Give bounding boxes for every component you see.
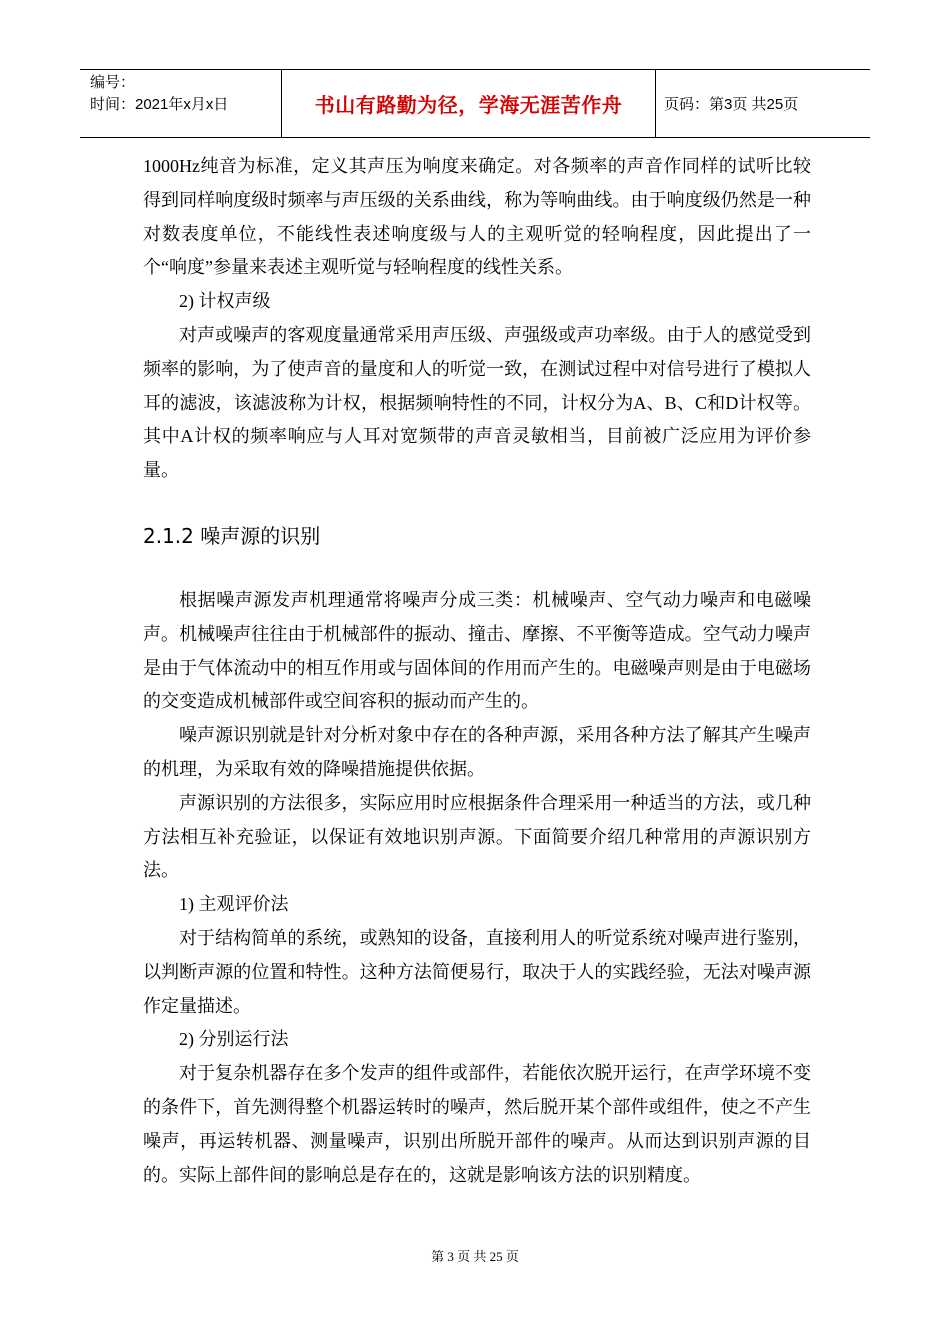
time-label: 时间：2021年x月x日 bbox=[90, 96, 229, 113]
header-page-info: 页码：第3页 共25页 bbox=[664, 96, 799, 113]
document-body bbox=[143, 150, 811, 1192]
subheading: 2) 分别运行法 bbox=[179, 1029, 289, 1050]
subheading: 2) 计权声级 bbox=[179, 291, 271, 312]
paragraph: 噪声源识别就是针对分析对象中存在的各种声源，采用各种方法了解其产生噪声的机理，为采取有效的降噪措施提供依据。 bbox=[143, 725, 811, 779]
paragraph: 对声或噪声的客观度量通常采用声压级、声强级或声功率级。由于人的感觉受到频率的影响，为了使声音的量度和人的听觉一致，在测试过程中对信号进行了模拟人耳的滤波，该滤波称为计权，根据频响特性的不同，计权分为A、B、C和D计权等。其中A计权的频率响应与人耳对宽频带的声音灵敏相当，目前被广泛应用为评价参量。 bbox=[143, 324, 811, 481]
paragraph: 声源识别的方法很多，实际应用时应根据条件合理采用一种适当的方法，或几种方法相互补充验证，以保证有效地识别声源。下面简要介绍几种常用的声源识别方法。 bbox=[143, 792, 811, 881]
paragraph: 对于结构简单的系统，或熟知的设备，直接利用人的听觉系统对噪声进行鉴别，以判断声源的位置和特性。这种方法简便易行，取决于人的实践经验，无法对噪声源作定量描述。 bbox=[143, 927, 811, 1016]
paragraph: 对于复杂机器存在多个发声的组件或部件，若能依次脱开运行，在声学环境不变的条件下，首先测得整个机器运转时的噪声，然后脱开某个部件或组件，使之不产生噪声，再运转机器、测量噪声，识别出所脱开部件的噪声。从而达到识别声源的目的。实际上部件间的影响总是存在的，这就是影响该方法的识别精度。 bbox=[143, 1063, 811, 1185]
paragraph: 1000Hz纯音为标准，定义其声压为响度来确定。对各频率的声音作同样的试听比较得到同样响度级时频率与声压级的关系曲线，称为等响曲线。由于响度级仍然是一种对数表度单位，不能线性表述响度级与人的主观听觉的轻响程度，因此提出了一个“响度”参量来表述主观听觉与轻响程度的线性关系。 bbox=[143, 156, 811, 278]
page-header bbox=[80, 69, 870, 138]
paragraph: 根据噪声源发声机理通常将噪声分成三类：机械噪声、空气动力噪声和电磁噪声。机械噪声往往由于机械部件的振动、撞击、摩擦、不平衡等造成。空气动力噪声是由于气体流动中的相互作用或与固体间的作用而产生的。电磁噪声则是由于电磁场的交变造成机械部件或空间容积的振动而产生的。 bbox=[143, 589, 811, 712]
subheading: 1) 主观评价法 bbox=[179, 894, 289, 915]
header-meta bbox=[80, 70, 282, 137]
header-motto: 书山有路勤为径，学海无涯苦作舟 bbox=[282, 70, 656, 137]
number-label: 编号： bbox=[90, 74, 136, 91]
section-heading: 2.1.2 噪声源的识别 bbox=[143, 523, 321, 548]
page-footer: 第 3 页 共 25 页 bbox=[431, 1249, 519, 1264]
